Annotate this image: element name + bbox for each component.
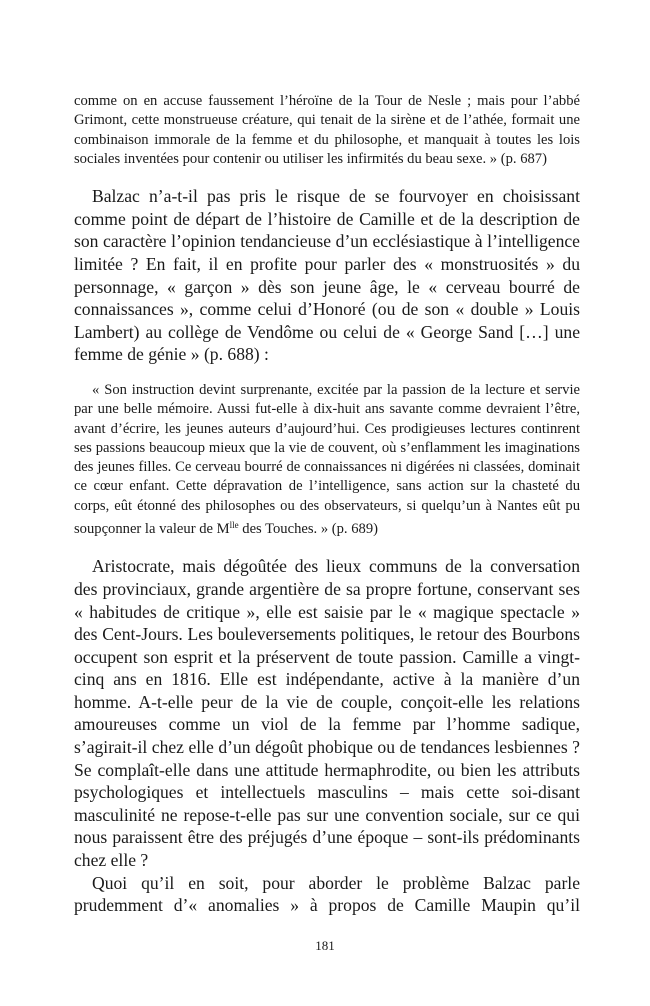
page-number: 181 bbox=[315, 938, 335, 953]
block-quote-continued: comme on en accuse faussement l’héroïne de la Tour de Nesle ; mais pour l’abbé Grimont, cette monstrueuse créature, qui tenait de la sirène et de l’athée, formait une combinaison immorale de la femme et du philosophe, et manquait à toutes les lois sociales inventées pour contenir ou utiliser les infirmités du beau sexe. » (p. 687) bbox=[74, 93, 580, 167]
body-paragraph-3: Quoi qu’il en soit, pour aborder le problème Balzac parle prudemment d’« anomalies » à propos de Camille Maupin qu’il bbox=[74, 872, 580, 916]
body-paragraph-1: Balzac n’a-t-il pas pris le risque de se fourvoyer en choisissant comme point de départ de l’histoire de Camille et de la description de son caractère l’opinion tendancieuse d’un ecclésiastique à l’intelligence limitée ? En fait, il en profite pour parler des « monstruosités » du personnage, « garçon » dès son jeune âge, le « cerveau bourré de connaissances », comme celui d’Honoré (ou de son « double » Louis Lambert) au collège de Vendôme ou celui de « George Sand […] une femme de génie » (p. 688) : bbox=[74, 186, 580, 365]
abbreviation-superscript: lle bbox=[229, 520, 239, 531]
block-quote-text-end: des Touches. » (p. 689) bbox=[238, 521, 378, 538]
block-quote-text: « Son instruction devint surprenante, excitée par la passion de la lecture et servie par une belle mémoire. Aussi fut-elle à dix-huit ans savante comme devraient l’être, avant d’écrire, les jeunes auteurs d’aujourd’hui. Ces prodigieuses lectures continrent ses passions beaucoup mieux que la vie de couvent, où s’enflamment les imaginations des jeunes filles. Ce cerveau bourré de connaissances ni digérées ni classées, dominait ce cœur enfant. Cette dépravation de l’intelligence, sans action sur la chasteté du corps, eût étonné des philosophes ou des observateurs, si quelqu’un à Nantes eût pu soupçonner la valeur de M bbox=[74, 381, 580, 538]
spacer bbox=[74, 366, 580, 381]
spacer bbox=[74, 539, 580, 555]
body-paragraph-2: Aristocrate, mais dégoûtée des lieux communs de la conversation des provinciaux, grande argentière de sa propre fortune, conservant ses « habitudes de critique », elle est saisie par le « magique spectacle » des Cent-Jours. Les bouleversements politiques, le retour des Bourbons occupent son esprit et la préservent de toute passion. Camille a vingt-cinq ans en 1816. Elle est indépendante, active à la manière d’un homme. A-t-elle peur de la vie de couple, conçoit-elle les relations amoureuses comme un viol de la femme par l’homme sadique, s’agirait-il chez elle d’un dégoût phobique ou de tendances lesbiennes ? Se complaît-elle dans une attitude hermaphrodite, ou bien les attributs psychologiques et intellectuels masculins – mais cette soi-disant masculinité ne repose-t-elle pas sur une convention sociale, sur ce qui nous paraissent être des préjugés d’une époque – sont-ils prédominants chez elle ? bbox=[74, 556, 580, 871]
block-quote bbox=[74, 381, 580, 539]
spacer bbox=[74, 169, 580, 185]
page-content bbox=[74, 92, 580, 917]
